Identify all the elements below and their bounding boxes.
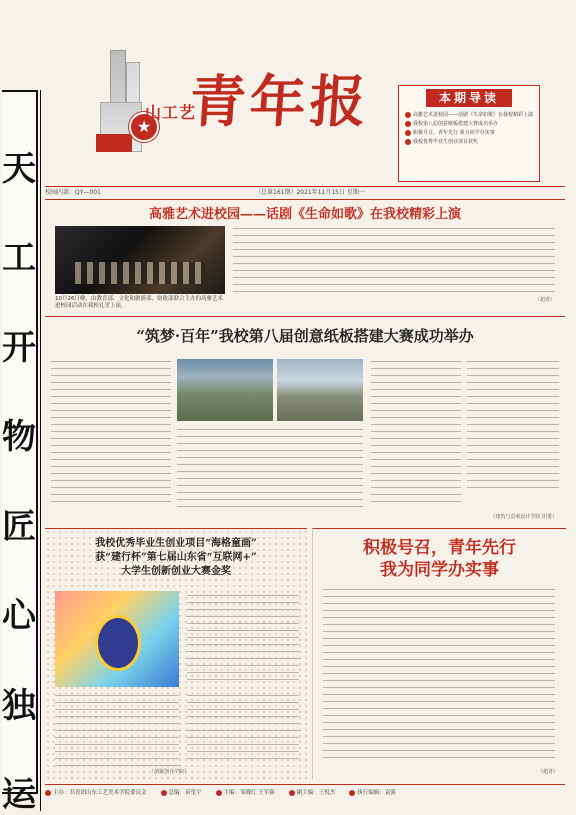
bullet-icon bbox=[161, 790, 167, 796]
article3-body-right bbox=[187, 595, 299, 686]
article4-headline-line: 我为同学办实事 bbox=[380, 560, 499, 580]
article2-body-col3 bbox=[371, 361, 461, 508]
calligraphy-char: 独 bbox=[2, 685, 36, 726]
calligraphy-char: 运 bbox=[2, 774, 36, 815]
bullet-icon bbox=[405, 130, 411, 136]
bullet-icon bbox=[405, 121, 411, 127]
article4-headline-line: 积极号召，青年先行 bbox=[363, 538, 516, 558]
issue-code: 校园内部：QY—001 bbox=[45, 189, 101, 196]
footer-item: 副主编：王悦杰 bbox=[289, 788, 336, 796]
campus-photo-display bbox=[277, 359, 363, 421]
footer-credits bbox=[45, 784, 565, 799]
article3-body-bottom-left bbox=[55, 695, 179, 772]
bullet-icon bbox=[405, 112, 411, 118]
article4-author-note: （超者） bbox=[537, 769, 558, 775]
issue-date: （总第161期）2021年11月15日 星期一 bbox=[255, 189, 365, 196]
guide-item[interactable]: 我校优秀毕业生创业项目获奖 bbox=[405, 138, 533, 147]
school-emblem: ★ bbox=[129, 112, 159, 142]
article-4 bbox=[312, 528, 566, 779]
guide-item[interactable]: 高雅艺术进校园——话剧《生命如歌》在我校精彩上演 bbox=[405, 111, 533, 120]
campus-photo-aerial bbox=[177, 359, 273, 421]
article2-author-note: （建筑与景观设计学院 团委） bbox=[490, 514, 557, 520]
paper-title: 青年报 bbox=[187, 69, 373, 135]
calligraphy-column bbox=[2, 92, 36, 815]
photo-caption: 10月26日晚，由教育部、文化和旅游部、财政部联合主办的高雅艺术进校园活动在我校礼堂上演。 bbox=[55, 296, 223, 309]
article2-body-col2 bbox=[177, 429, 363, 513]
footer-item: 执行编辑：袁强 bbox=[349, 788, 396, 796]
article1-author-note: （超者） bbox=[534, 297, 555, 303]
article3-body-bottom-right bbox=[187, 695, 299, 765]
article-1 bbox=[45, 200, 565, 310]
calligraphy-char: 心 bbox=[2, 596, 36, 637]
article4-body bbox=[323, 589, 555, 764]
guide-item[interactable]: 我校第八届创意纸板搭建大赛成功举办 bbox=[405, 120, 533, 129]
calligraphy-char: 匠 bbox=[2, 506, 36, 547]
article2-headline: “筑梦·百年”我校第八届创意纸板搭建大赛成功举办 bbox=[136, 327, 474, 345]
award-photo bbox=[55, 591, 179, 687]
article2-body-col1 bbox=[51, 361, 171, 508]
article1-headline: 高雅艺术进校园——话剧《生命如歌》在我校精彩上演 bbox=[148, 207, 461, 222]
bullet-icon bbox=[45, 790, 51, 796]
bullet-icon bbox=[349, 790, 355, 796]
issue-info-bar bbox=[45, 186, 565, 200]
article3-headline-line: 我校优秀毕业生创业项目“海格童画” bbox=[95, 538, 257, 549]
masthead bbox=[55, 30, 395, 180]
stage-photo bbox=[55, 226, 225, 294]
guide-box bbox=[398, 85, 540, 182]
article-2 bbox=[45, 316, 565, 527]
calligraphy-banner bbox=[0, 90, 41, 815]
calligraphy-char: 物 bbox=[2, 417, 36, 458]
article3-author-note: （创新创业学院） bbox=[149, 769, 190, 775]
footer-item: 主办：共青团山东工艺美术学院委员会 bbox=[45, 788, 147, 796]
school-name: 山工艺 bbox=[145, 103, 197, 122]
bullet-icon bbox=[405, 139, 411, 145]
article3-headline-line: 大学生创新创业大赛金奖 bbox=[121, 566, 231, 577]
article2-body-col4 bbox=[467, 361, 559, 494]
article-3 bbox=[45, 528, 307, 779]
guide-item[interactable]: 积极号召，青年先行 我为同学办实事 bbox=[405, 129, 533, 138]
footer-item: 总编：苗玺宇 bbox=[161, 788, 202, 796]
calligraphy-char: 天 bbox=[2, 149, 36, 189]
bullet-icon bbox=[289, 790, 295, 796]
footer-item: 主编：邹晓红 王军强 bbox=[216, 788, 275, 796]
calligraphy-char: 工 bbox=[2, 238, 36, 279]
guide-title: 本期导读 bbox=[426, 89, 512, 107]
article3-headline-line: 获“建行杯”第七届山东省“互联网+” bbox=[95, 552, 257, 563]
article1-body bbox=[233, 228, 555, 298]
bullet-icon bbox=[216, 790, 222, 796]
calligraphy-char: 开 bbox=[2, 327, 36, 368]
